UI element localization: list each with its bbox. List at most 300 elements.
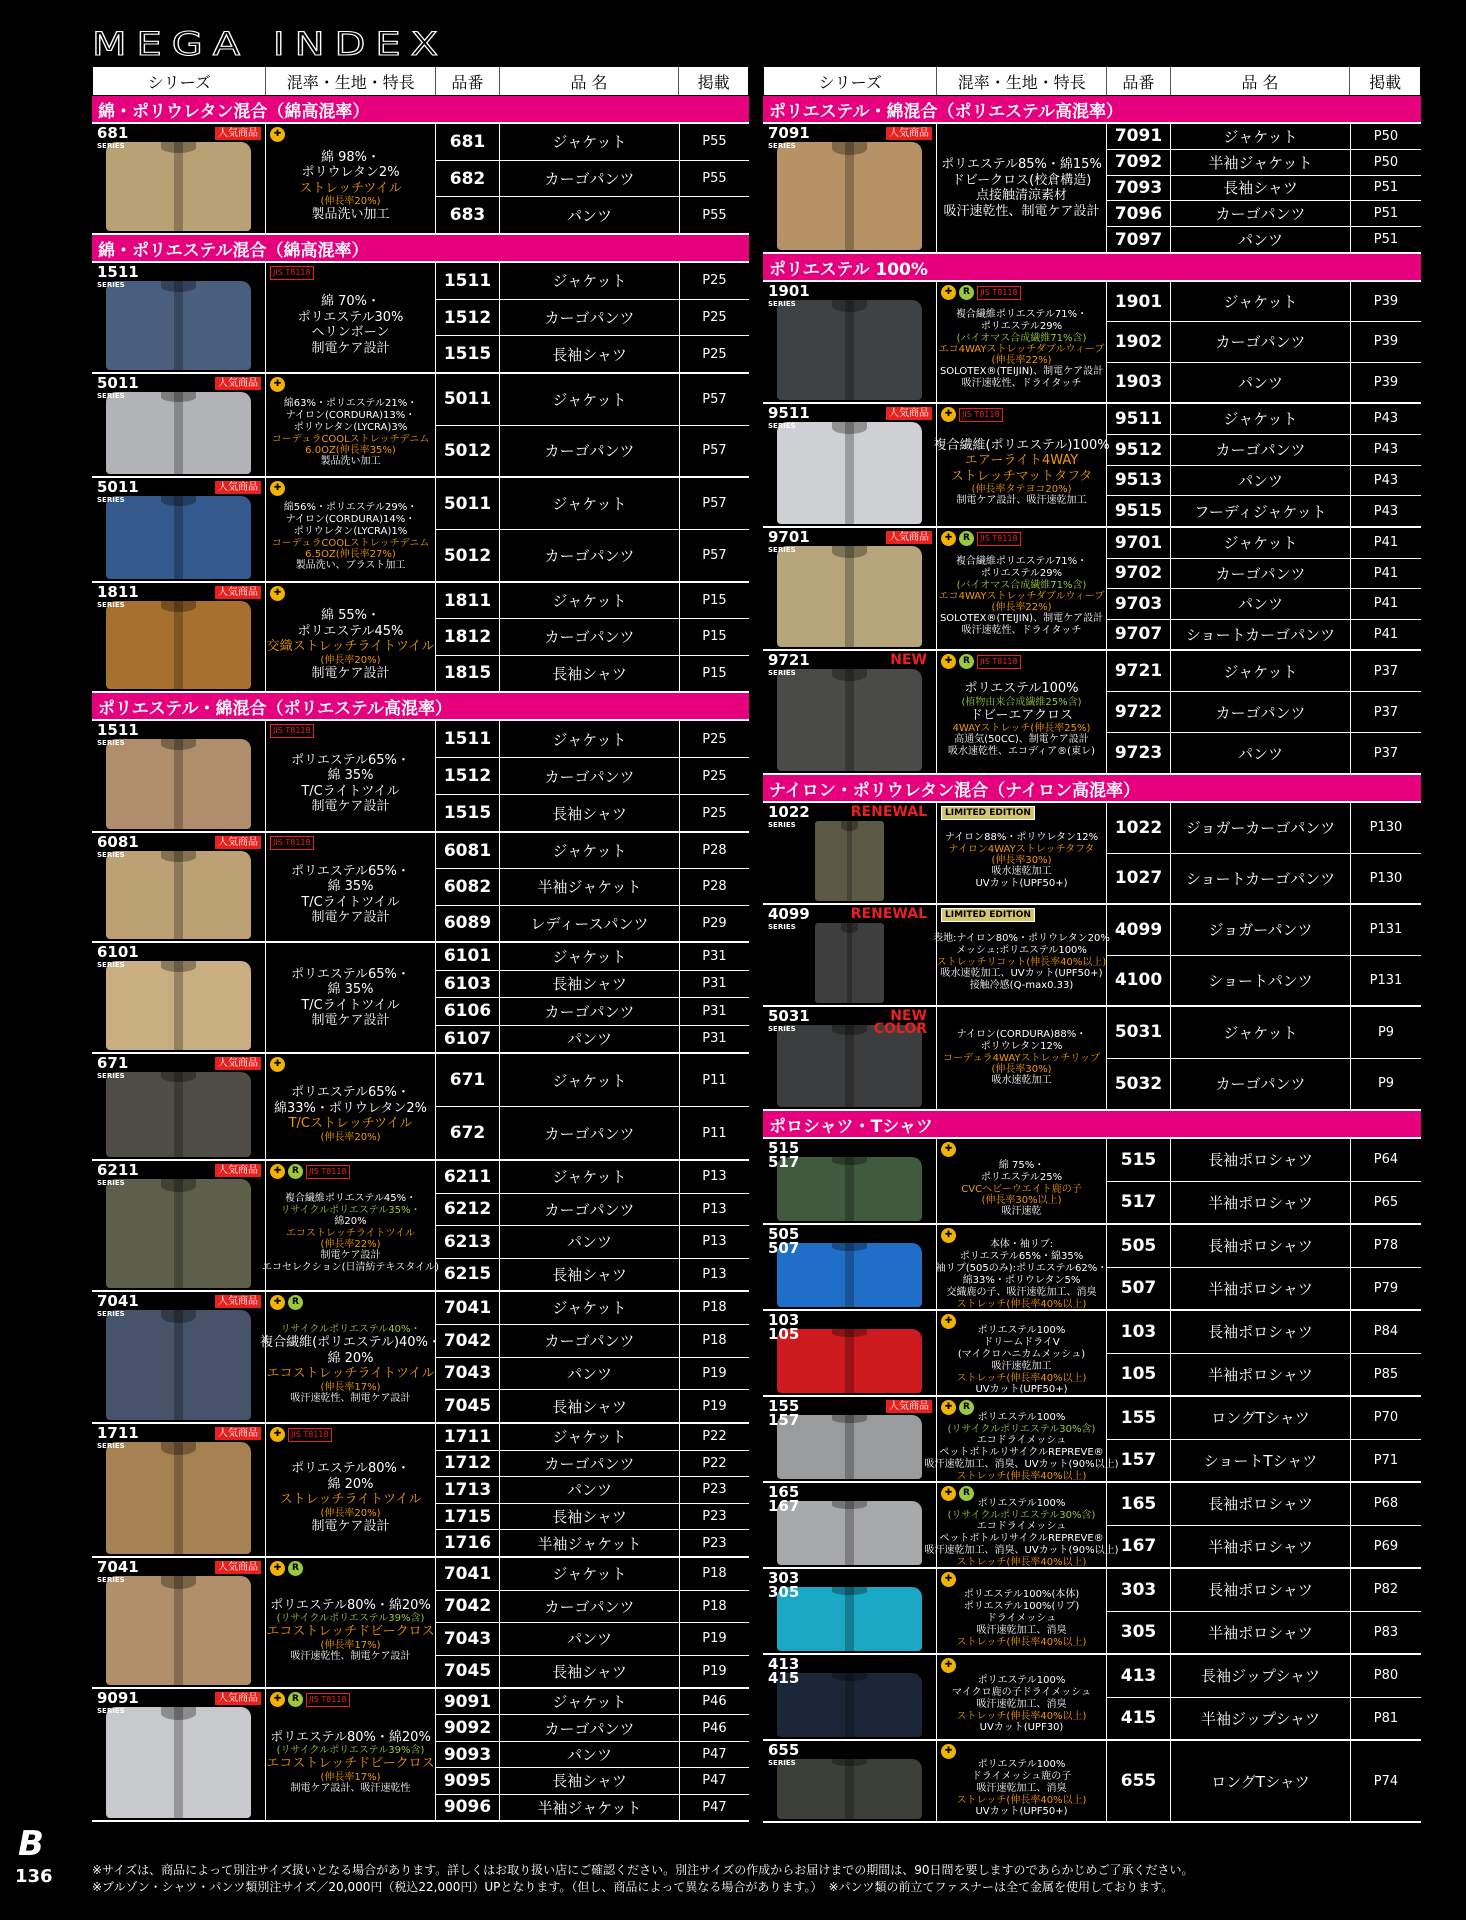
table-row [436, 943, 749, 971]
spec-line: 吸汗速乾加工、消臭、UVカット(90%以上) [924, 1544, 1119, 1556]
item-name: カーゴパンツ [1171, 1059, 1351, 1110]
series-label: SERIES [97, 1310, 125, 1318]
spec-icons [941, 285, 1021, 300]
eco-icon: ✚ [941, 1228, 956, 1243]
spec-line: ポリエステル80%・綿20% [270, 1729, 431, 1745]
spec-line: (リサイクルポリエステル30%含) [947, 1423, 1096, 1435]
catalog-page: P18 [702, 1598, 727, 1614]
eco-icon: ✚ [270, 1164, 285, 1179]
item-rows [1107, 528, 1421, 649]
item-number: 5012 [436, 426, 500, 477]
series-group [92, 833, 749, 943]
table-header [92, 66, 749, 96]
spec-icons [270, 836, 314, 850]
spec-line: ストレッチツイル [299, 180, 402, 196]
item-rows [1107, 1397, 1421, 1481]
catalog-page: P13 [702, 1234, 727, 1250]
spec-cell [937, 651, 1107, 773]
spec-line: 綿56%・ポリエステル29%・ [283, 502, 418, 513]
spec-line: エアーライト4WAY [964, 453, 1079, 469]
catalog-page: P19 [702, 1663, 727, 1679]
series-number: 671 [97, 1054, 129, 1072]
series-number: 9721 [768, 651, 810, 669]
spec-line: ポリエステル100% [977, 1497, 1066, 1509]
catalog-page: P68 [1373, 1496, 1399, 1512]
series-group [763, 1569, 1421, 1655]
catalog-page: P55 [702, 207, 727, 223]
catalog-page: P51 [1373, 180, 1399, 196]
series-cell [763, 1397, 937, 1481]
series-group [92, 721, 749, 833]
item-name: ジョガーパンツ [1171, 905, 1351, 955]
item-number: 1511 [436, 263, 500, 299]
spec-line: 吸汗速乾加工、消臭 [976, 1783, 1067, 1794]
catalog-page: P28 [702, 879, 727, 895]
spec-line: ポリエステル100% [977, 1759, 1066, 1770]
item-rows [436, 721, 749, 831]
catalog-page: P46 [702, 1694, 727, 1710]
brand-logo: B [18, 1824, 44, 1864]
spec-line: 吸水速乾加工 [991, 1075, 1052, 1086]
item-number: 105 [1107, 1354, 1171, 1396]
item-number: 517 [1107, 1182, 1171, 1224]
series-cell [92, 124, 266, 233]
garment-image [777, 142, 922, 250]
catalog-page: P13 [702, 1169, 727, 1185]
spec-line: UVカット(UPF30) [979, 1722, 1064, 1733]
catalog-page: P13 [702, 1201, 727, 1217]
item-number: 5012 [436, 530, 500, 581]
table-row [436, 374, 749, 426]
garment-image [106, 281, 251, 370]
catalog-page: P25 [702, 346, 727, 362]
garment-image [106, 1072, 251, 1157]
spec-line: (伸長率22%) [320, 1238, 381, 1250]
catalog-page: P25 [702, 805, 727, 821]
item-rows [436, 1689, 749, 1820]
table-row [1107, 589, 1421, 620]
series-group [92, 263, 749, 374]
item-number: 7097 [1107, 227, 1171, 252]
table-row [1107, 363, 1421, 402]
catalog-page: P47 [702, 1747, 727, 1763]
series-group [92, 583, 749, 693]
catalog-page: P23 [702, 1482, 727, 1498]
spec-line: ドビークロス(校倉構造) [951, 172, 1092, 188]
section-heading: ポリエステル 100% [763, 254, 1421, 282]
garment-image [106, 851, 251, 939]
item-number: 1901 [1107, 282, 1171, 321]
spec-line: ポリウレタン(LYCRA)3% [293, 421, 408, 433]
spec-line: 吸汗速乾加工、消臭 [976, 1699, 1067, 1710]
item-name: ジャケット [1171, 404, 1351, 434]
catalog-page: P71 [1373, 1452, 1399, 1468]
product-badge: 人気商品 [886, 1400, 932, 1413]
product-badge: 人気商品 [215, 127, 261, 140]
series-cell [92, 263, 266, 372]
series-label: SERIES [97, 739, 125, 747]
spec-line: ストレッチ(伸長率40%以上) [956, 1470, 1087, 1482]
spec-icons [270, 1164, 350, 1179]
item-number: 1711 [436, 1424, 500, 1450]
spec-line: 交織鹿の子、吸汗速乾加工、消臭 [946, 1287, 1097, 1298]
item-rows [436, 1161, 749, 1290]
spec-line: 制電ケア設計 [311, 1518, 390, 1534]
product-badge: 人気商品 [886, 531, 932, 544]
spec-icons [941, 908, 1035, 922]
spec-line: 綿33%・ポリウレタン5% [962, 1275, 1081, 1286]
item-name: ジャケット [1171, 1007, 1351, 1058]
spec-line: 吸水速乾加工、UVカット(UPF50+) [940, 968, 1103, 979]
item-number: 9095 [436, 1768, 500, 1793]
catalog-page: P22 [702, 1455, 727, 1471]
garment-image [106, 1707, 251, 1818]
spec-line: ポリエステル29% [980, 567, 1063, 579]
table-row [1107, 651, 1421, 692]
spec-line: ポリエステル65%・ [291, 752, 410, 768]
series-group [92, 943, 749, 1054]
spec-cell [266, 478, 436, 581]
spec-line: ポリエステル80%・綿20% [270, 1597, 431, 1613]
spec-cell [924, 1397, 1119, 1482]
spec-line: エコドライメッシュ [976, 1520, 1067, 1532]
table-row [436, 795, 749, 831]
item-number: 9511 [1107, 404, 1171, 434]
item-number: 683 [436, 197, 500, 233]
catalog-page: P31 [702, 948, 727, 964]
table-row [1107, 496, 1421, 526]
catalog-page: P70 [1373, 1410, 1399, 1426]
spec-cell [266, 124, 436, 233]
spec-line: ポリエステル100% [977, 1325, 1066, 1336]
item-name: ジャケット [500, 1424, 680, 1450]
item-name: 半袖ポロシャツ [1171, 1182, 1351, 1224]
spec-line: 綿 75%・ [998, 1159, 1045, 1171]
section-heading: ナイロン・ポリウレタン混合（ナイロン高混率） [763, 775, 1421, 803]
item-number: 6103 [436, 971, 500, 998]
item-number: 507 [1107, 1268, 1171, 1310]
series-group [763, 282, 1421, 404]
product-badge: RENEWAL [850, 804, 927, 820]
table-row [436, 998, 749, 1026]
spec-line: 制電ケア設計 [311, 799, 390, 814]
item-name: カーゴパンツ [500, 758, 680, 794]
item-rows [436, 374, 749, 476]
spec-icons [270, 1692, 350, 1707]
item-number: 672 [436, 1107, 500, 1159]
eco-icon: ✚ [270, 1057, 285, 1072]
catalog-page: P31 [702, 1003, 727, 1019]
item-name: パンツ [500, 1358, 680, 1390]
spec-icons [941, 1314, 956, 1329]
table-row [1107, 803, 1421, 854]
garment-image [106, 601, 251, 689]
catalog-page: P29 [702, 915, 727, 931]
item-name: ジャケット [500, 263, 680, 299]
spec-cell [266, 1558, 436, 1687]
spec-line: 綿 70%・ [320, 294, 381, 309]
catalog-page: P130 [1369, 870, 1403, 886]
series-cell [92, 833, 266, 941]
catalog-page: P55 [702, 134, 727, 150]
spec-line: 制電ケア設計、吸汗速乾加工 [956, 495, 1087, 507]
item-number: 1716 [436, 1530, 500, 1556]
catalog-page: P11 [702, 1072, 727, 1088]
spec-line: ストレッチ(伸長率40%以上) [956, 1556, 1087, 1568]
catalog-page: P9 [1377, 1076, 1395, 1092]
product-badge: 人気商品 [215, 1057, 261, 1070]
spec-line: 製品洗い、ブラスト加工 [295, 560, 406, 571]
item-number: 1712 [436, 1451, 500, 1477]
item-number: 515 [1107, 1139, 1171, 1181]
item-rows [1107, 1139, 1421, 1223]
series-group [763, 1655, 1421, 1741]
catalog-page: P80 [1373, 1668, 1399, 1684]
table-row [436, 300, 749, 337]
item-rows [436, 1558, 749, 1687]
spec-icons [941, 1658, 956, 1673]
catalog-page: P19 [702, 1398, 727, 1414]
item-rows [436, 478, 749, 581]
table-row [436, 758, 749, 795]
series-cell [92, 1424, 266, 1556]
item-rows [436, 583, 749, 691]
series-cell [763, 803, 937, 903]
series-label: SERIES [97, 1576, 125, 1584]
table-row [436, 1292, 749, 1325]
spec-line: ナイロン88%・ポリウレタン12% [944, 831, 1099, 843]
spec-line: 本体・袖リブ: [989, 1239, 1054, 1250]
spec-icons [941, 1744, 956, 1759]
item-name: カーゴパンツ [500, 1715, 680, 1740]
spec-line: ポリエステル100%(リブ) [963, 1601, 1080, 1612]
item-name: カーゴパンツ [1171, 322, 1351, 361]
item-number: 5011 [436, 374, 500, 425]
catalog-page: P50 [1373, 128, 1399, 144]
series-number: 5011 [97, 478, 139, 496]
item-number: 9093 [436, 1742, 500, 1767]
table-row [436, 1451, 749, 1478]
series-number: 9091 [97, 1689, 139, 1707]
catalog-page: P9 [1377, 1024, 1395, 1040]
jis-badge: JIS T8118 [977, 532, 1021, 546]
spec-line: 吸水速乾性、エコディア®(東レ) [947, 746, 1095, 757]
item-number: 415 [1107, 1698, 1171, 1740]
item-number: 1512 [436, 300, 500, 336]
spec-line: 高通気(50CC)、制電ケア設計 [954, 734, 1089, 745]
series-label: SERIES [97, 1442, 125, 1450]
item-name: パンツ [1171, 227, 1351, 252]
spec-line: ポリエステル65%・ [291, 863, 410, 879]
item-name: 長袖ジップシャツ [1171, 1655, 1351, 1697]
spec-line: 吸汗速乾性、制電ケア設計 [290, 1392, 411, 1404]
item-number: 9096 [436, 1795, 500, 1820]
eco-icon: ✚ [270, 1295, 285, 1310]
catalog-page: P57 [702, 496, 727, 511]
header-series: シリーズ [93, 67, 266, 95]
series-group [763, 124, 1421, 254]
item-number: 6211 [436, 1161, 500, 1193]
garment-image [106, 1442, 251, 1554]
spec-line: 吸汗速乾 [1001, 1205, 1042, 1217]
spec-line: 表地:ナイロン80%・ポリウレタン20% [933, 933, 1110, 944]
series-group [92, 1161, 749, 1292]
spec-line: ストレッチリコット(伸長率40%以上) [936, 957, 1107, 968]
eco-icon: ✚ [270, 481, 285, 496]
item-name: カーゴパンツ [500, 998, 680, 1025]
table-row [1107, 1139, 1421, 1182]
catalog-page: P51 [1373, 206, 1399, 222]
item-name: カーゴパンツ [500, 530, 680, 581]
series-group [763, 1311, 1421, 1397]
item-number: 505 [1107, 1225, 1171, 1267]
jis-badge: JIS T8118 [977, 655, 1021, 669]
catalog-page: P37 [1373, 663, 1399, 679]
item-number: 7045 [436, 1656, 500, 1688]
item-number: 1022 [1107, 803, 1171, 853]
series-label: SERIES [768, 821, 796, 829]
series-group [763, 404, 1421, 528]
spec-line: ポリエステル80%・ [291, 1461, 410, 1476]
spec-line: エコストレッチライトツイル [266, 1366, 435, 1382]
item-name: 長袖シャツ [500, 656, 680, 691]
spec-line: エコストレッチライトツイル [285, 1227, 416, 1239]
table-row [436, 161, 749, 198]
header-name: 品 名 [1171, 67, 1350, 95]
spec-line: 綿 20% [327, 1476, 374, 1492]
spec-line: CVCヘビーウエイト鹿の子 [961, 1183, 1082, 1195]
table-header [763, 66, 1421, 96]
catalog-page: P15 [702, 593, 727, 609]
recycle-icon: R [288, 1295, 303, 1310]
item-name: ジャケット [500, 721, 680, 757]
item-number: 1511 [436, 721, 500, 757]
catalog-page: P57 [702, 391, 727, 407]
series-cell [763, 1139, 937, 1223]
series-label: SERIES [97, 1072, 125, 1080]
product-badge: 人気商品 [215, 586, 261, 599]
catalog-page: P85 [1373, 1366, 1399, 1382]
spec-line: エコストレッチドビークロス [266, 1624, 435, 1639]
table-row [1107, 1059, 1421, 1110]
series-label: SERIES [97, 281, 125, 289]
catalog-page: P51 [1373, 232, 1399, 248]
item-number: 9701 [1107, 528, 1171, 558]
garment-image [106, 961, 251, 1050]
spec-line: UVカット(UPF50+) [975, 1806, 1068, 1817]
table-row [436, 1768, 749, 1794]
series-number: 505 507 [768, 1225, 800, 1257]
item-name: カーゴパンツ [500, 1107, 680, 1159]
series-number: 6211 [97, 1161, 139, 1179]
item-number: 165 [1107, 1483, 1171, 1525]
catalog-page: P47 [702, 1799, 727, 1815]
series-label: SERIES [97, 601, 125, 609]
spec-icons [270, 377, 285, 392]
eco-icon: ✚ [941, 1744, 956, 1759]
catalog-page: P28 [702, 843, 727, 859]
spec-line: ドビーエアクロス [969, 707, 1074, 723]
item-name: ジョガーカーゴパンツ [1171, 803, 1351, 853]
garment-image [106, 1576, 251, 1685]
series-group [92, 1558, 749, 1689]
spec-line: メッシュ:ポリエステル100% [956, 945, 1087, 956]
table-row [1107, 1483, 1421, 1526]
spec-icons [270, 266, 314, 280]
spec-line: 複合繊維ポリエステル71%・ [955, 555, 1088, 567]
item-number: 1512 [436, 758, 500, 794]
jis-badge: JIS T8118 [959, 408, 1003, 422]
item-number: 9723 [1107, 733, 1171, 773]
table-row [1107, 620, 1421, 650]
header-num: 品番 [436, 67, 500, 95]
table-row [436, 1558, 749, 1591]
eco-icon: ✚ [270, 127, 285, 142]
series-cell [763, 905, 937, 1005]
series-group [92, 1424, 749, 1558]
spec-line: リサイクルポリエステル40%・ [280, 1324, 421, 1336]
item-rows [1107, 404, 1421, 526]
item-name: 半袖ジップシャツ [1171, 1698, 1351, 1740]
spec-line: (伸長率22%) [991, 601, 1052, 613]
page-number: 136 [15, 1866, 53, 1887]
spec-line: ストレッチ(伸長率40%以上) [956, 1795, 1087, 1806]
series-cell [763, 1569, 937, 1653]
series-group [763, 803, 1421, 905]
catalog-page: P15 [702, 629, 727, 645]
item-rows [436, 1424, 749, 1556]
footnotes [92, 1862, 1194, 1896]
spec-line: 接触冷感(Q-max0.33) [969, 980, 1074, 991]
table-row [1107, 1225, 1421, 1268]
spec-line: SOLOTEX®(TEIJIN)、制電ケア設計 [939, 612, 1104, 624]
spec-line: 綿 35% [327, 768, 374, 783]
item-name: ジャケット [500, 1558, 680, 1590]
item-name: 長袖シャツ [500, 1390, 680, 1422]
spec-cell [933, 905, 1110, 1005]
item-rows [436, 124, 749, 233]
catalog-page: P131 [1369, 972, 1403, 988]
item-name: ジャケット [500, 1054, 680, 1106]
spec-cell [937, 1225, 1107, 1309]
table-row [1107, 692, 1421, 733]
catalog-page: P64 [1373, 1152, 1399, 1168]
table-row [1107, 1741, 1421, 1821]
spec-line: エコセレクション(日清紡テキスタイル) [262, 1261, 440, 1273]
recycle-icon: R [959, 285, 974, 300]
spec-line: 吸汗速乾加工、消臭 [976, 1625, 1067, 1636]
table-row [436, 336, 749, 372]
spec-line: ペットボトルリサイクルREPREVE® [939, 1446, 1104, 1458]
series-group [763, 1139, 1421, 1225]
spec-line: (リサイクルポリエステル39%含) [276, 1745, 425, 1756]
item-number: 305 [1107, 1612, 1171, 1654]
table-row [1107, 1311, 1421, 1354]
item-name: ロングTシャツ [1171, 1397, 1351, 1439]
spec-line: (伸長率20%) [320, 1507, 381, 1519]
item-name: ジャケット [500, 374, 680, 425]
item-rows [1107, 1311, 1421, 1395]
garment-image [777, 1759, 922, 1819]
series-cell [763, 651, 937, 773]
series-group [763, 651, 1421, 775]
series-label: SERIES [97, 142, 125, 150]
spec-cell [937, 803, 1107, 903]
series-label: SERIES [768, 422, 796, 430]
series-number: 515 517 [768, 1139, 800, 1171]
series-number: 1511 [97, 263, 139, 281]
catalog-page: P81 [1373, 1710, 1399, 1726]
